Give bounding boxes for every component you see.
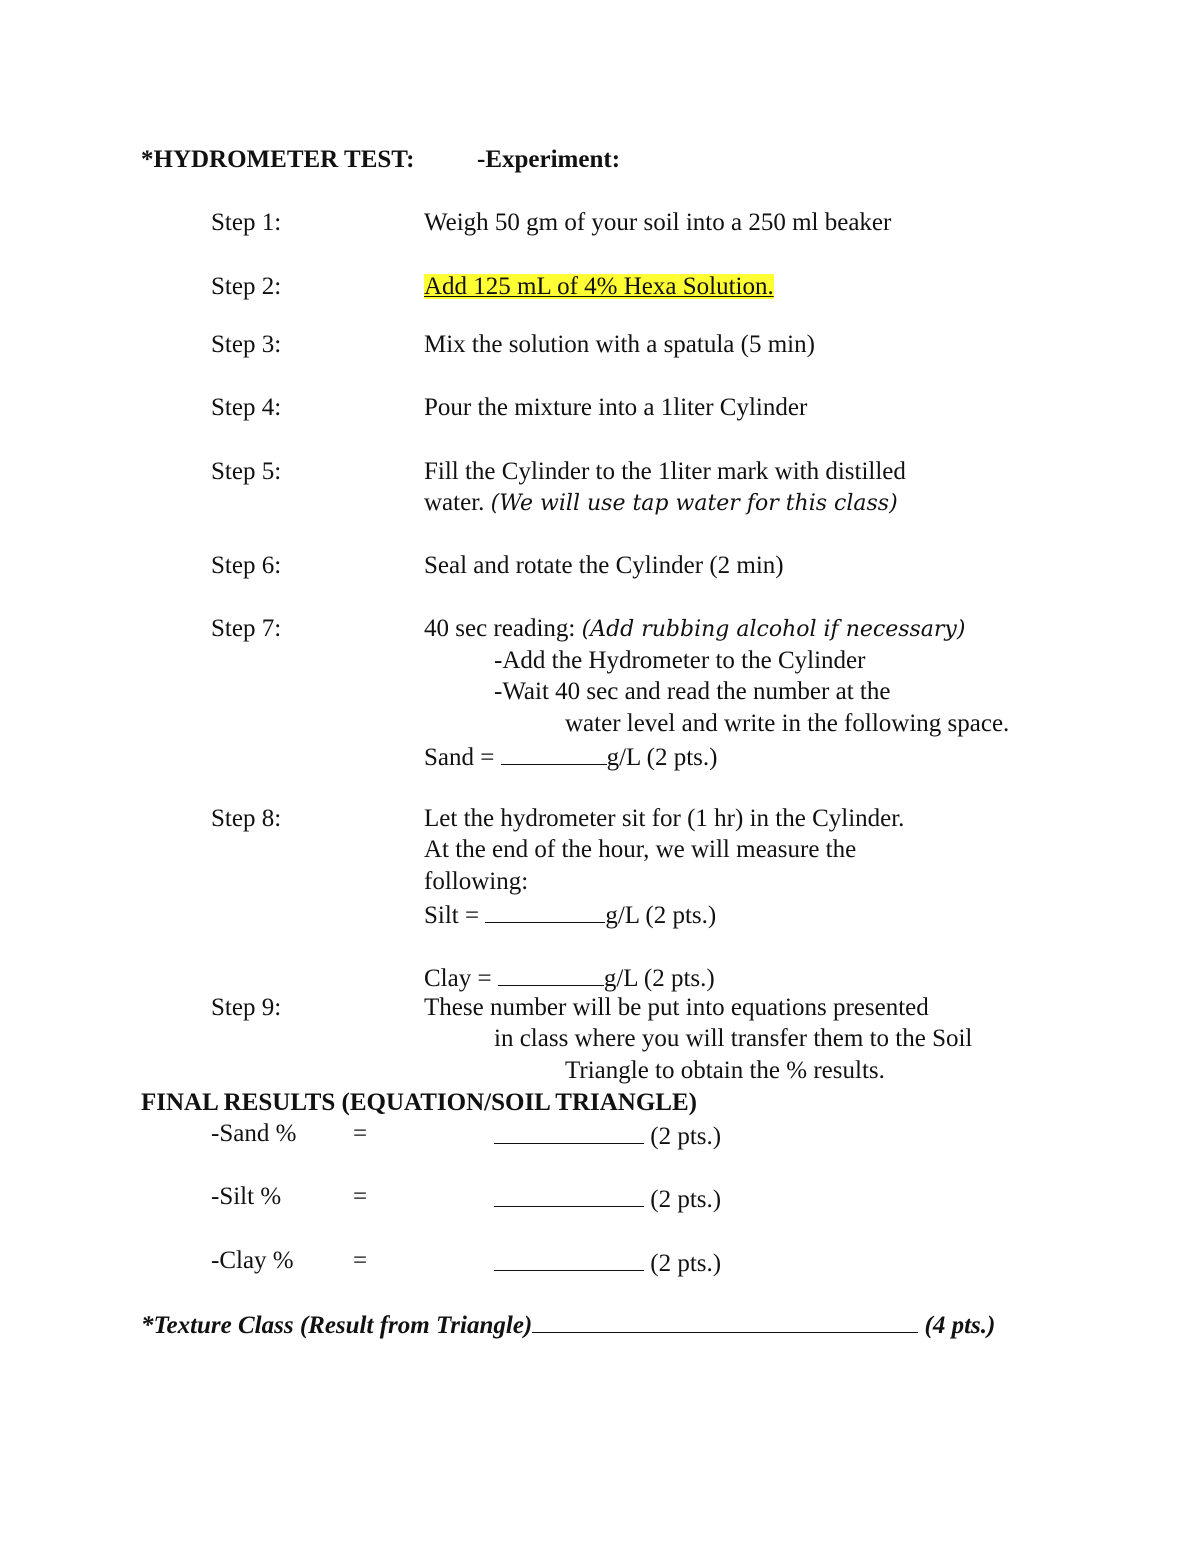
result-points: (2 pts.) <box>650 1186 722 1213</box>
step-text-continued: water. <box>424 489 485 516</box>
step-text: These number will be put into equations presented <box>424 994 929 1021</box>
step-note: (We will use tap water for this class) <box>490 491 898 516</box>
clay-label: Clay = <box>424 965 492 992</box>
result-points: (2 pts.) <box>650 1123 722 1150</box>
step-label: Step 5: <box>211 458 282 485</box>
result-entry <box>494 1248 721 1276</box>
step-label: Step 7: <box>211 615 282 642</box>
substep-text: -Wait 40 sec and read the number at the <box>494 678 891 705</box>
step-text: At the end of the hour, we will measure the <box>424 836 857 863</box>
sand-unit: g/L (2 pts.) <box>606 744 718 771</box>
step-text-line <box>424 616 965 641</box>
step-text: Fill the Cylinder to the 1liter mark with distilled <box>424 458 906 485</box>
clay-entry <box>424 963 715 991</box>
texture-class-blank-field[interactable] <box>532 1310 918 1333</box>
result-entry <box>494 1121 721 1149</box>
step-label: Step 3: <box>211 331 282 358</box>
step-text <box>424 490 898 515</box>
silt-percent-blank-field[interactable] <box>494 1184 644 1207</box>
step-label: Step 8: <box>211 805 282 832</box>
result-equals: = <box>353 1247 368 1274</box>
step-text: Pour the mixture into a 1liter Cylinder <box>424 394 808 421</box>
sand-entry <box>424 742 717 770</box>
substep-text: -Add the Hydrometer to the Cylinder <box>494 647 866 674</box>
texture-class-label: *Texture Class (Result from Triangle) <box>141 1312 533 1339</box>
result-points: (2 pts.) <box>650 1250 722 1277</box>
result-entry <box>494 1184 721 1212</box>
result-label: -Silt % <box>211 1183 282 1210</box>
clay-percent-blank-field[interactable] <box>494 1248 644 1271</box>
highlighted-step-text: Add 125 mL of 4% Hexa Solution. <box>424 273 774 300</box>
step-text: following: <box>424 868 529 895</box>
sand-label: Sand = <box>424 744 495 771</box>
step-text: Seal and rotate the Cylinder (2 min) <box>424 552 784 579</box>
step-label: Step 1: <box>211 209 282 236</box>
texture-class-points: (4 pts.) <box>924 1312 996 1339</box>
silt-unit: g/L (2 pts.) <box>605 902 717 929</box>
result-equals: = <box>353 1120 368 1147</box>
clay-unit: g/L (2 pts.) <box>603 965 715 992</box>
step-text: Triangle to obtain the % results. <box>565 1057 885 1084</box>
silt-label: Silt = <box>424 902 480 929</box>
experiment-subtitle: -Experiment: <box>477 146 621 173</box>
texture-class-entry <box>141 1310 995 1338</box>
step-label: Step 2: <box>211 273 282 300</box>
step-label: Step 4: <box>211 394 282 421</box>
step-text: Let the hydrometer sit for (1 hr) in the Cylinder. <box>424 805 905 832</box>
step-text: in class where you will transfer them to the Soil <box>494 1025 973 1052</box>
step-text: 40 sec reading: <box>424 615 576 642</box>
step-text: Mix the solution with a spatula (5 min) <box>424 331 815 358</box>
sand-blank-field[interactable] <box>501 742 607 765</box>
sand-percent-blank-field[interactable] <box>494 1121 644 1144</box>
step-text: Weigh 50 gm of your soil into a 250 ml beaker <box>424 209 892 236</box>
silt-entry <box>424 900 716 928</box>
clay-blank-field[interactable] <box>498 963 604 986</box>
result-equals: = <box>353 1183 368 1210</box>
result-label: -Clay % <box>211 1247 294 1274</box>
step-note: (Add rubbing alcohol if necessary) <box>581 617 966 642</box>
test-title: *HYDROMETER TEST: <box>141 146 415 173</box>
substep-text: water level and write in the following space. <box>565 710 1010 737</box>
result-label: -Sand % <box>211 1120 297 1147</box>
step-label: Step 9: <box>211 994 282 1021</box>
final-results-heading: FINAL RESULTS (EQUATION/SOIL TRIANGLE) <box>141 1089 697 1116</box>
step-label: Step 6: <box>211 552 282 579</box>
silt-blank-field[interactable] <box>485 900 605 923</box>
